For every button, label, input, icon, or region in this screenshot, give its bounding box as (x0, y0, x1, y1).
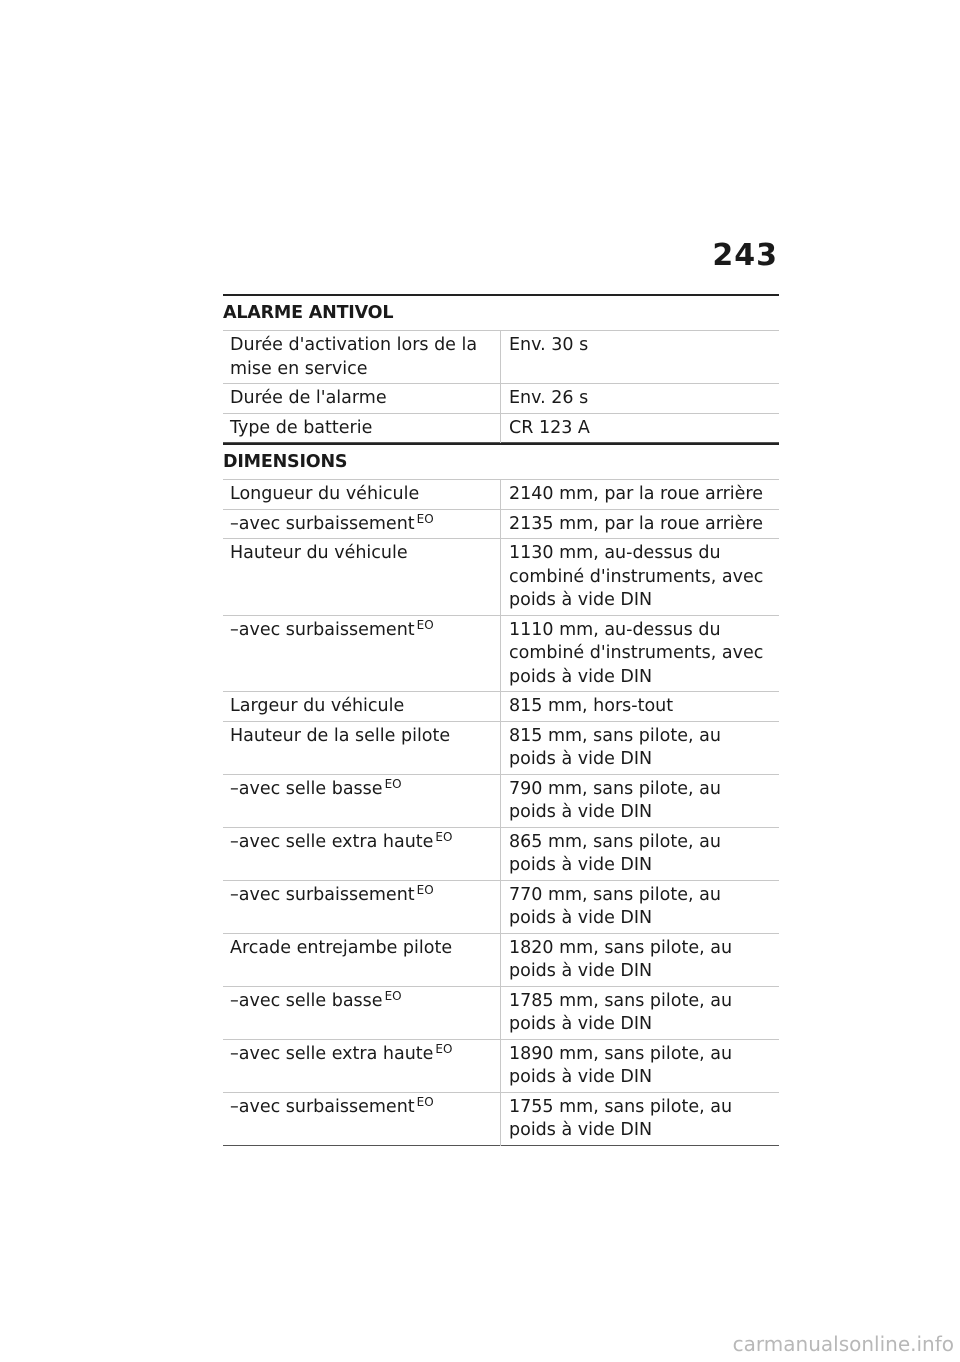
spec-label-cell (223, 1039, 501, 1092)
spec-label: –avec selle basse (230, 778, 383, 799)
table-row (223, 1039, 779, 1092)
option-marker: EO (416, 882, 434, 897)
option-marker: EO (416, 1094, 434, 1109)
table-row (223, 986, 779, 1039)
spec-value: 1755 mm, sans pilote, au poids à vide DIN (509, 1096, 733, 1140)
spec-value: 1785 mm, sans pilote, au poids à vide DIN (509, 990, 733, 1034)
spec-label: –avec surbaissement (230, 513, 415, 534)
spec-label: –avec selle extra haute (230, 1043, 434, 1064)
spec-label-cell (223, 774, 501, 827)
option-marker: EO (384, 988, 402, 1003)
table-row (223, 774, 779, 827)
spec-label-cell (223, 413, 501, 443)
spec-label-cell (223, 509, 501, 539)
option-marker: EO (435, 829, 453, 844)
section-alarme-antivol (223, 294, 779, 443)
table-row (223, 384, 779, 414)
spec-label: Arcade entrejambe pilote (230, 937, 453, 958)
spec-label: –avec selle basse (230, 990, 383, 1011)
spec-value: 815 mm, sans pilote, au poids à vide DIN (509, 725, 721, 769)
spec-label: Largeur du véhicule (230, 696, 405, 716)
table-row (223, 539, 779, 616)
spec-label-cell (223, 933, 501, 986)
spec-label-cell (223, 721, 501, 774)
spec-label: Hauteur de la selle pilote (230, 725, 451, 746)
table-row (223, 480, 779, 510)
spec-value: Env. 26 s (509, 388, 589, 408)
spec-value: 1820 mm, sans pilote, au poids à vide DIN (509, 937, 733, 981)
spec-label-cell (223, 539, 501, 616)
section-dimensions (223, 443, 779, 1146)
table-row (223, 615, 779, 692)
spec-value: Env. 30 s (509, 335, 589, 355)
spec-label-cell (223, 480, 501, 510)
spec-value: 2135 mm, par la roue arrière (509, 513, 764, 534)
watermark-footer: carmanualsonline.info (732, 1332, 954, 1356)
spec-value: CR 123 A (509, 417, 590, 438)
table-row (223, 721, 779, 774)
spec-label: –avec selle extra haute (230, 831, 434, 852)
spec-label-cell (223, 880, 501, 933)
spec-label: Longueur du véhicule (230, 484, 420, 504)
spec-label-cell (223, 692, 501, 722)
spec-label-cell (223, 331, 501, 384)
spec-label: Durée d'activation lors de la mise en service (230, 335, 478, 379)
option-marker: EO (435, 1041, 453, 1056)
spec-label-cell (223, 827, 501, 880)
spec-value: 1130 mm, au-dessus du combiné d'instruments, avec poids à vide DIN (509, 543, 764, 610)
table-row (223, 1092, 779, 1145)
spec-value: 1110 mm, au-dessus du combiné d'instruments, avec poids à vide DIN (509, 619, 764, 687)
spec-label-cell (223, 986, 501, 1039)
option-marker: EO (416, 617, 434, 632)
table-row (223, 331, 779, 384)
spec-value: 865 mm, sans pilote, au poids à vide DIN (509, 831, 721, 875)
spec-label-cell (223, 1092, 501, 1145)
table-row (223, 509, 779, 539)
spec-label: Hauteur du véhicule (230, 543, 408, 563)
spec-label: Type de batterie (230, 417, 373, 438)
spec-table (223, 479, 779, 1146)
spec-value: 770 mm, sans pilote, au poids à vide DIN (509, 884, 721, 928)
spec-value: 790 mm, sans pilote, au poids à vide DIN (509, 778, 721, 822)
section-title: ALARME ANTIVOL (223, 303, 394, 323)
section-title: DIMENSIONS (223, 452, 348, 472)
option-marker: EO (416, 511, 434, 526)
table-row (223, 692, 779, 722)
spec-label-cell (223, 384, 501, 414)
spec-value: 815 mm, hors-tout (509, 696, 674, 716)
spec-table (223, 330, 779, 443)
page-number: 243 (712, 238, 778, 273)
option-marker: EO (384, 776, 402, 791)
spec-value: 1890 mm, sans pilote, au poids à vide DIN (509, 1043, 733, 1087)
spec-label: –avec surbaissement (230, 1096, 415, 1117)
table-row (223, 413, 779, 443)
table-row (223, 880, 779, 933)
spec-label: –avec surbaissement (230, 884, 415, 905)
spec-label-cell (223, 615, 501, 692)
table-row (223, 933, 779, 986)
spec-value: 2140 mm, par la roue arrière (509, 484, 764, 504)
spec-label: Durée de l'alarme (230, 388, 387, 408)
table-row (223, 827, 779, 880)
spec-label: –avec surbaissement (230, 619, 415, 640)
